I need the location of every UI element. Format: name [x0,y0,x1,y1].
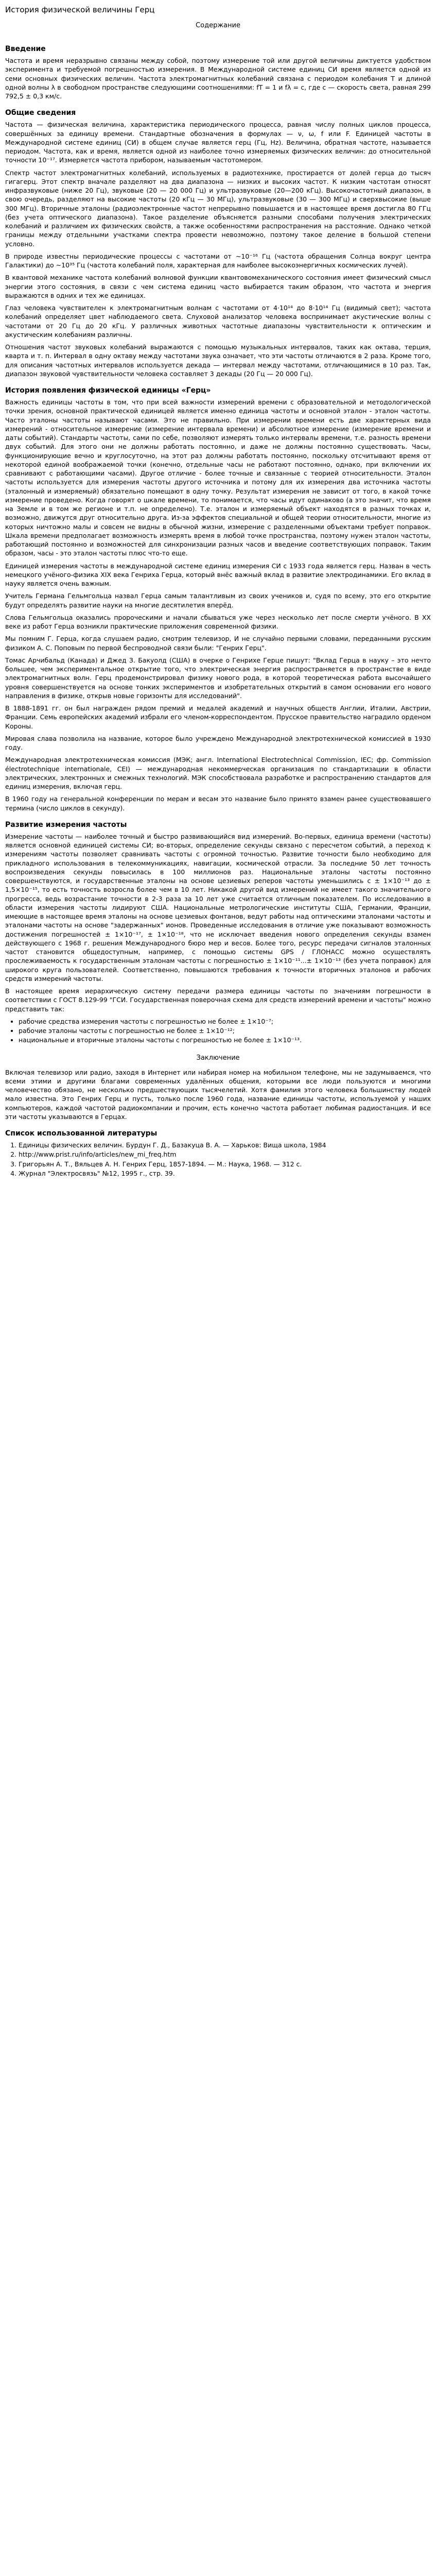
hierarchy-list [5,1017,431,1045]
list-item: • рабочие средства измерения частоты с погрешностью не более ± 1×10⁻⁷; [19,1017,431,1026]
document-page [0,0,436,1192]
paragraph: Частота — физическая величина, характеристика периодического процесса, равная числу полных циклов процесса, совершённых за единицу времени. Стандартные обозначения в формулах — ν, ω, f или F. Единицей частоты в Международной системе единиц (СИ) в общем случае является герц (Гц, Hz). Величина, обратная частоте, называется периодом. Частота, как и время, является одной из наиболее точно измеряемых физических величин: до относительной точности 10⁻¹⁷. Измеряется частота прибором, называемым частотомером. [5,121,431,164]
section-heading-general: Общие сведения [5,109,76,117]
paragraph: Измерение частоты — наиболее точный и быстро развивающийся вид измерений. Во-первых, единица времени (частоты) является основной единицей системы СИ; во-вторых, определение секунды связано с пересчетом событий, а переход к измерениям частоты позволяет сравнивать частоты с огромной точностью. Развитие точности было необходимо для прикладного использования в телекоммуникациях, навигации, космической отрасли. За последние 50 лет точность воспроизведения секунды повысилась в 100 миллионов раз. Национальные эталоны частоты постоянно совершенствуются, и государственные эталоны на основе цезиевых реперов частоты уменьшились с ± 1×10⁻¹³ до ± 1,5×10⁻¹⁵, то есть точность возросла более чем в 10 лет. Никакой другой вид измерений не имеет такого значительного прогресса, ведь возрастание точности в 2-3 раза за 10 лет уже считается отличным показателем. По исследованию в области измерения частоты лидируют США. Национальные метрологические институты США, Германии, Франции, имеющие в настоящее время эталоны на основе цезиевых фонтанов, ведут работы над оптическими эталонами частоты и эталонами частоты на основе "задержанных" ионов. Проведенные исследования в отличие уже показывают возможность достижения погрешностей ± 1×10⁻¹⁷, ± 1×10⁻¹⁸, что не исключает введения нового определения секунды взамен действующего с 1968 г. решения Международного бюро мер и весов. Более того, ресурс передачи сигналов эталонных частот становится общедоступным, например, с помощью системы GPS / ГЛОНАСС можно осуществлять прослеживаемость к государственным эталонам частоты с погрешностью ± 1×10⁻¹¹...± 1×10⁻¹³ (без учета поправок) для широкого круга пользователей. Соответственно, повышаются требования к точности вторичных эталонов и рабочих средств измерений частоты. [5,832,431,982]
reference-item: 4. Журнал "Электросвязь" №12, 1995 г., стр. 39. [19,1169,431,1178]
paragraph: В 1888-1891 гг. он был награжден рядом премий и медалей академий и научных обществ Англии, Италии, Австрии, Франции. Семь европейских академий избрали его членом-корреспондентом. Прусское правительство наградило орденом Короны. [5,704,431,730]
paragraph: Отношения частот звуковых колебаний выражаются с помощью музыкальных интервалов, таких как октава, терция, кварта и т. п. Интервал в одну октаву между частотами звука означает, что эти частоты отличаются в 2 раза. Кроме того, для описания частотных интервалов используется декада — интервал между частотами, отличающимися в 10 раз. Так, диапазон звуковой чувствительности человека составляет 3 декады (20 Гц — 20 000 Гц). [5,343,431,378]
page-title: История физической величины Герц [5,5,155,14]
paragraph: В 1960 году на генеральной конференции по мерам и весам это название было принято взамен ранее существовавшего термина (число циклов в секунду). [5,795,431,812]
paragraph: Важность единицы частоты в том, что при всей важности измерений времени с образовательной и методологической точки зрения, основной практической единицей является именно единица частоты и основной эталон - эталон частоты. Часто эталоны частоты называют часами. Это не правильно. При измерении времени есть две характерных вида измерений - относительное измерение (измерение интервала времени) и абсолютное измерение (измерение времени и даты событий). Стандарты частоты, сами по себе, позволяют измерять только интервалы времени, т.е. разность времени двух событий. Для этого они не должны работать постоянно, и даже не должны постоянно существовать. Часы, функционирующие вечно и круглосуточно, на этот раз должны работать постоянно, поскольку отсчитывают время от некоторой единой воображаемой точки (конечно, отдельные часы не работают постоянно, однако, при включении их сравнивают с работающими часами). Другое отличие - более точные и связанные с теорией относительности. Эталон частоты используется для измерения частоты другого источника и потому для их измерения два источника частоты (эталонный и измеряемый) обязательно помещают в одну точку. Результат измерения не зависит от того, в какой точке измерение проведено. Когда говорят о шкале времени, то понимается, что часы идут одинаково (а это значит, что время на Земле и в том же регионе и т.п. не определено). Т.е. эталон и измеряемый объект находятся в разных точках и, возможно, движутся друг относительно друга. Из-за эффектов специальной и общей теории относительности, многие из которых ничтожно малы и совсем не видны в обычной жизни, измерение с разделенными объектами требует поправок. Шкала времени предполагает возможность измерять время в любой точке пространства, поэтому нужен эталон частоты, работающий постоянно и возможностей для синхронизации разных часов и введение соответствующих поправок. Таким образом, часы - это эталон частоты плюс что-то еще. [5,398,431,557]
paragraph: В квантовой механике частота колебаний волновой функции квантовомеханического состояния имеет физический смысл энергии этого состояния, в связи с чем система единиц часто выбирается таким образом, что частота и энергия выражаются в одних и тех же единицах. [5,274,431,299]
paragraph: Мировая слава позволила на название, которое было учреждено Международной электротехнической комиссией в 1930 году. [5,734,431,751]
paragraph: Учитель Германа Гельмгольца назвал Герца самым талантливым из своих учеников и, судя по всему, это его открытие будут определять развитие науки на многие десятилетия вперёд. [5,592,431,609]
conclusion-heading: Заключение [196,1054,240,1062]
paragraph: Мы помним Г. Герца, когда слушаем радио, смотрим телевизор, И не случайно первыми словами, переданными русским физиком А. С. Поповым по первой беспроводной связи были: "Генрих Герц". [5,635,431,652]
paragraph: Глаз человека чувствителен к электромагнитным волнам с частотами от 4·10¹⁴ до 8·10¹⁴ Гц (видимый свет); частота колебаний определяет цвет наблюдаемого света. Слуховой анализатор человека воспринимает акустические волны с частотами от 20 Гц до 20 кГц. У различных животных частотные диапазоны чувствительности к оптическим и акустическим колебаниям различны. [5,304,431,338]
list-item: • рабочие эталоны частоты с погрешностью не более ± 1×10⁻¹²; [19,1026,431,1035]
section-heading-development: Развитие измерения частоты [5,820,127,829]
paragraph: Спектр частот электромагнитных колебаний, используемых в радиотехнике, простирается от долей герца до тысяч гигагерц. Этот спектр вначале разделяют на два диапазона — низких и высоких частот. К низким частотам относят инфразвуковые (ниже 20 Гц), звуковые (20 — 20 000 Гц) и ультразвуковые (20—200 кГц). Высокочастотный диапазон, в свою очередь, разделяют на высокие частоты (20 кГц — 30 МГц), ультразвуковые (30 — 300 МГц) и сверхвысокие (выше 300 МГц). Вторичные эталоны (радиоэлектронные частот непрерывно повышается и в настоящее время достигла 80 ГГц (без учета оптического диапазона). Такое разделение объясняется разными способами получения электрических колебаний и различием их физических свойств, а также особенностями распространения на расстояние. Однако четкой границы между отдельными участками спектра провести невозможно, поэтому такое деление в большой степени условно. [5,168,431,248]
paragraph: В настоящее время иерархическую систему передачи размера единицы частоты по значениям погрешности в соответствии с ГОСТ 8.129-99 "ГСИ. Государственная поверочная схема для средств измерений времени и частоты" можно представить так: [5,987,431,1013]
reference-item[interactable]: 2. http://www.prist.ru/info/articles/new_mi_freq.htm [19,1150,431,1159]
reference-item: 1. Единицы физических величин. Бурдун Г. Д., Базакуца В. А. — Харьков: Вища школа, 1984 [19,1141,431,1149]
section-heading-introduction: Введение [5,45,46,53]
conclusion-paragraph: Включая телевизор или радио, заходя в Интернет или набирая номер на мобильном телефоне, мы не задумываемся, что всеми этими и другими благами современных удалённых общения, которыми все люди пользуются и многими человечество обязано, не несколько предшествующих тысячелетий. Хотя фамилия этого человека большинству людей мало известна. Это Генрих Герц и пусть, только после 1960 года, название единицы частоты, используемой у наших компьютеров, каждой частотой радиокомпании и прочим, есть конечно частота работает любимая радиостанция. И все эти частоты указываются в Герцах. [5,1068,431,1121]
paragraph: Единицей измерения частоты в международной системе единиц измерения СИ с 1933 года является герц. Назван в честь немецкого учёного-физика XIX века Генриха Герца, который внёс важный вклад в развитие электродинамики. Его вклад в науку является очень важным. [5,562,431,587]
paragraph: Слова Гельмгольца оказались пророческими и начали сбываться уже через несколько лет после смерти учёного. В XX веке из работ Герца возникли практические приложения современной физики. [5,613,431,630]
reference-item: 3. Григорьян А. Т., Вяльцев А. Н. Генрих Герц, 1857-1894. — М.: Наука, 1968. — 312 с. [19,1160,431,1168]
paragraph: Международная электротехническая комиссия (МЭК; англ. International Electrotechnical Commission, IEC; фр. Commission électrotechnique internationale, CEI) — международная некоммерческая организация по стандартизации в области электрических, электронных и смежных технологий. МЭК способствовала разработке и распространению стандартов для единиц измерения, включая герц. [5,756,431,790]
paragraph: Томас Арчибальд (Канада) и Джед З. Бакуолд (США) в очерке о Генрихе Герце пишут: "Вклад Герца в науку – это нечто большее, чем экспериментальное открытие того, что электрическая энергия распространяется в пространстве в виде электромагнитных волн. Герц продемонстрировал физику нового рода, в которой теоретическая работа высочайшего уровня совершенствуется на основе тонких экспериментов и изобретательных открытий в самом основании его нового направления в физике, открыв новые горизонты для исследований". [5,656,431,700]
paragraph: Частота и время неразрывно связаны между собой, поэтому измерение той или другой величины диктуется удобством эксперимента и требуемой погрешностью измерения. В Международной системе единиц СИ время является одной из семи основных физических величин. Частота электромагнитных колебаний связана с периодом колебания T и длиной одной волны λ в свободном пространстве следующими соотношениями: fT = 1 и fλ = c, где c — скорость света, равная 299 792,5 ± 0,3 км/с. [5,57,431,100]
table-of-contents-label[interactable]: Содержание [196,22,240,29]
paragraph: В природе известны периодические процессы с частотами от ~10⁻¹⁶ Гц (частота обращения Солнца вокруг центра Галактики) до ~10³⁵ Гц (частота колебаний поля, характерная для наиболее высокоэнергичных космических лучей). [5,252,431,269]
references-list [5,1141,431,1178]
references-heading: Список использованной литературы [5,1129,158,1138]
section-heading-history: История появления физической единицы «Герц» [5,386,211,395]
list-item: • национальные и вторичные эталоны частоты с погрешностью не более ± 1×10⁻¹³. [19,1036,431,1044]
